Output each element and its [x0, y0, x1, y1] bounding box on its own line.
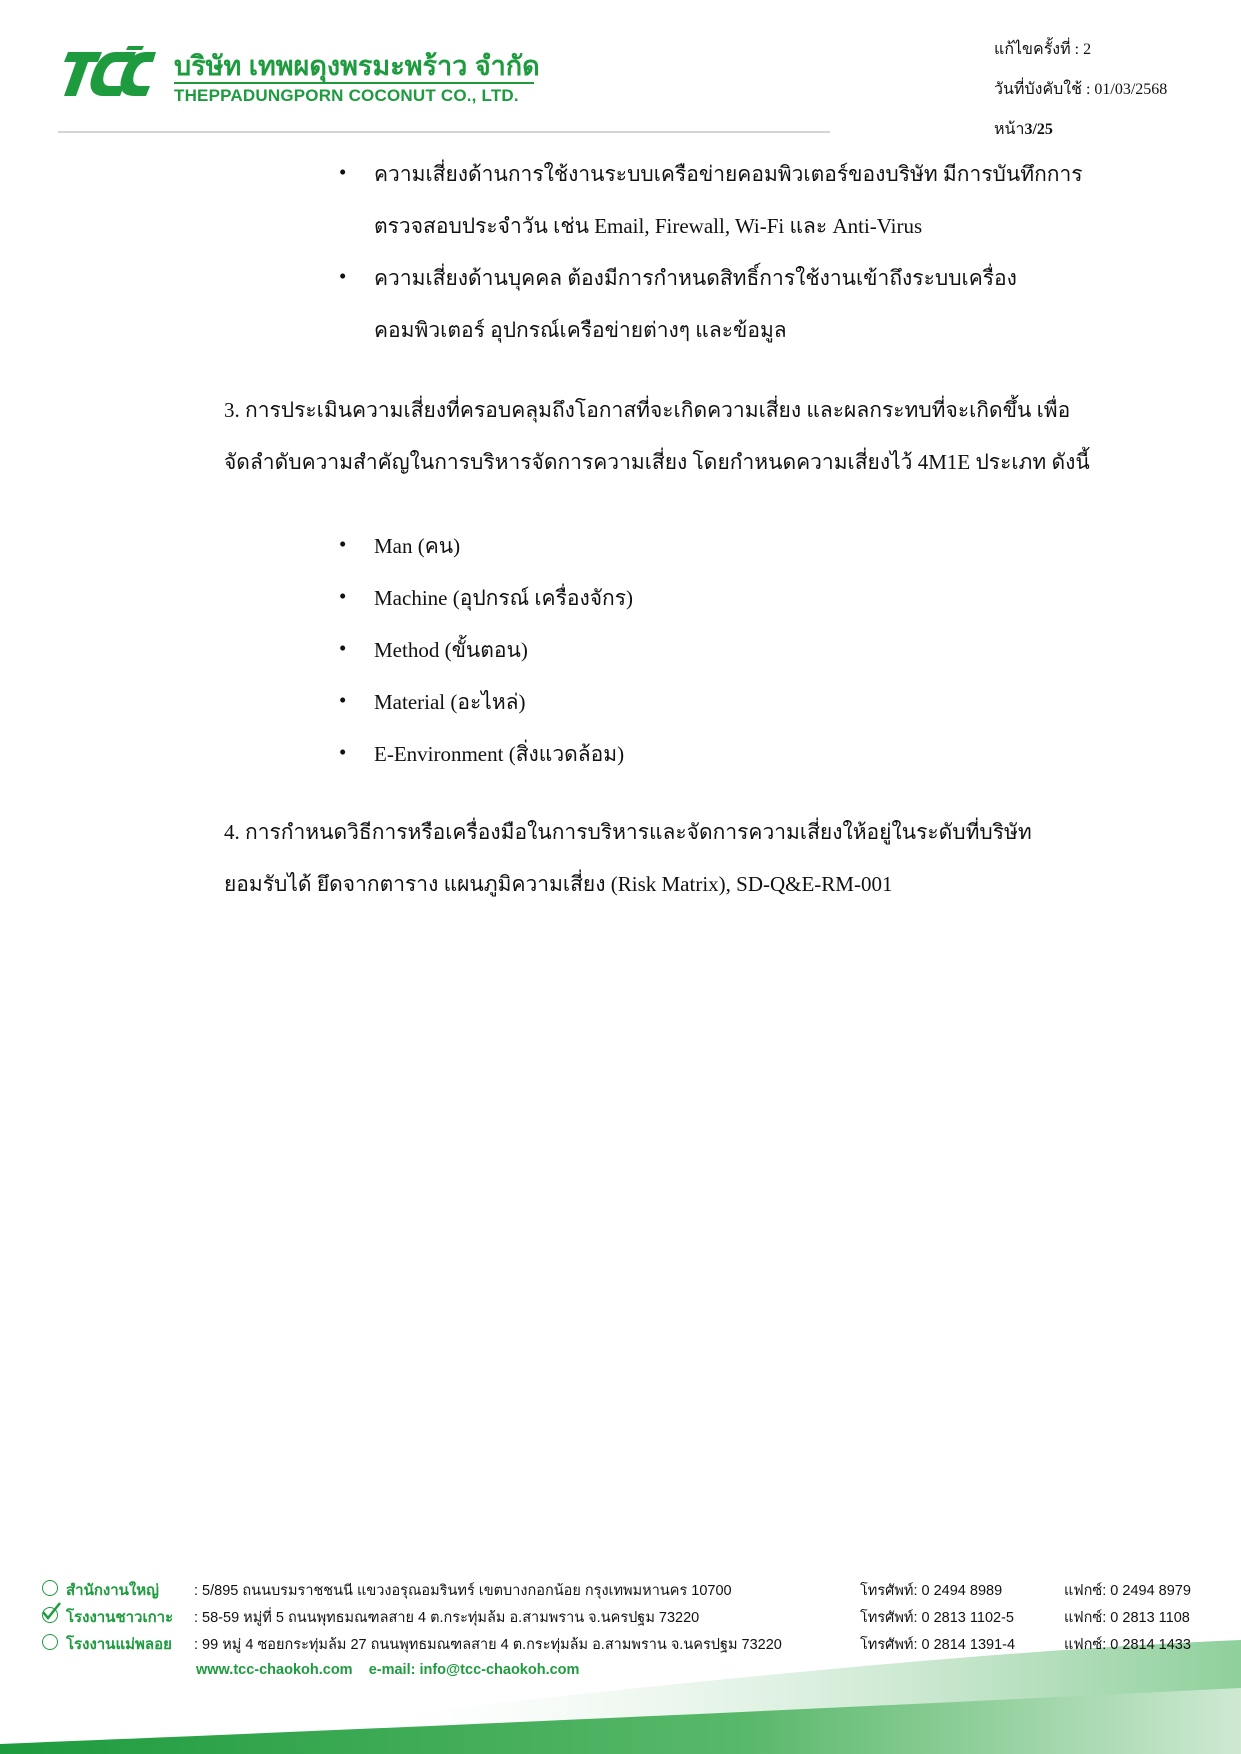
company-name-english: THEPPADUNGPORN COCONUT CO., LTD. [174, 86, 519, 105]
page-number: 3/25 [1024, 121, 1053, 138]
footer-location-label: สำนักงานใหญ่ [66, 1582, 159, 1599]
email-link[interactable]: e-mail: info@tcc-chaokoh.com [368, 1662, 580, 1678]
section-3-paragraph-continued: จัดลำดับความสำคัญในการบริหารจัดการความเสี่ยง โดยกำหนดความเสี่ยงไว้ 4M1E ประเภท ดังนี้ [224, 450, 1090, 474]
footer-location-phone: โทรศัพท์: 0 2814 1391-4 [860, 1637, 1016, 1653]
website-link[interactable]: www.tcc-chaokoh.com [196, 1662, 353, 1678]
bullet-text-continued: ตรวจสอบประจำวัน เช่น Email, Firewall, Wi-Fi และ Anti-Virus [374, 214, 923, 238]
footer-wave-decoration [0, 1640, 1241, 1754]
risk-type-item: Material (อะไหล่) [374, 690, 526, 714]
risk-type-item: Machine (อุปกรณ์ เครื่องจักร) [374, 586, 634, 610]
footer-location-fax: แฟกซ์: 0 2813 1108 [1064, 1610, 1190, 1626]
footer-location-address: : 58-59 หมู่ที่ 5 ถนนพุทธมณฑลสาย 4 ต.กระทุ่มล้ม อ.สามพราน จ.นครปฐม 73220 [194, 1610, 700, 1626]
company-name-divider [174, 82, 534, 84]
risk-type-item: Man (คน) [374, 534, 461, 558]
risk-type-item: E-Environment (สิ่งแวดล้อม) [374, 742, 625, 766]
section-4-paragraph: 4. การกำหนดวิธีการหรือเครื่องมือในการบริหารและจัดการความเสี่ยงให้อยู่ในระดับที่บริษัท [224, 820, 1032, 844]
bullet-icon: • [339, 740, 347, 764]
bullet-icon: • [339, 532, 347, 556]
footer-location-fax: แฟกซ์: 0 2814 1433 [1064, 1637, 1191, 1653]
revision-number: แก้ไขครั้งที่ : 2 [994, 41, 1092, 58]
bullet-text: ความเสี่ยงด้านบุคคล ต้องมีการกำหนดสิทธิ์การใช้งานเข้าถึงระบบเครื่อง [374, 266, 1017, 290]
effective-date: วันที่บังคับใช้ : 01/03/2568 [994, 81, 1168, 98]
footer-contact [196, 1662, 579, 1678]
footer-location-address: : 5/895 ถนนบรมราชชนนี แขวงอรุณอมรินทร์ เขตบางกอกน้อย กรุงเทพมหานคร 10700 [194, 1583, 732, 1599]
bullet-icon: • [339, 584, 347, 608]
document-control-info [994, 30, 1167, 150]
bullet-icon: • [339, 160, 347, 184]
check-icon [40, 1600, 62, 1622]
company-name-thai: บริษัท เทพผดุงพรมะพร้าว จำกัด [174, 51, 540, 81]
radio-circle-icon [42, 1634, 58, 1650]
bullet-icon: • [339, 636, 347, 660]
bullet-icon: • [339, 264, 347, 288]
page-indicator: หน้า3/25 [994, 121, 1053, 138]
header-divider [58, 131, 830, 133]
footer-location-phone: โทรศัพท์: 0 2813 1102-5 [860, 1610, 1014, 1626]
section-4-paragraph-continued: ยอมรับได้ ยึดจากตาราง แผนภูมิความเสี่ยง (Risk Matrix), SD-Q&E-RM-001 [224, 872, 893, 896]
footer-location-phone: โทรศัพท์: 0 2494 8989 [860, 1583, 1003, 1599]
bullet-text-continued: คอมพิวเตอร์ อุปกรณ์เครือข่ายต่างๆ และข้อมูล [374, 318, 787, 342]
section-3-paragraph: 3. การประเมินความเสี่ยงที่ครอบคลุมถึงโอกาสที่จะเกิดความเสี่ยง และผลกระทบที่จะเกิดขึ้น เพื่อ [224, 398, 1071, 422]
risk-type-item: Method (ขั้นตอน) [374, 638, 528, 662]
footer-location-address: : 99 หมู่ 4 ซอยกระทุ่มล้ม 27 ถนนพุทธมณฑลสาย 4 ต.กระทุ่มล้ม อ.สามพราน จ.นครปฐม 73220 [194, 1637, 782, 1653]
footer-location-fax: แฟกซ์: 0 2494 8979 [1064, 1583, 1191, 1599]
footer-location-label: โรงงานชาวเกาะ [66, 1609, 174, 1626]
footer-location-label: โรงงานแม่พลอย [66, 1636, 172, 1653]
radio-circle-icon [42, 1580, 58, 1596]
bullet-text: ความเสี่ยงด้านการใช้งานระบบเครือข่ายคอมพิวเตอร์ของบริษัท มีการบันทึกการ [374, 162, 1083, 186]
tcc-logo [58, 44, 158, 104]
bullet-icon: • [339, 688, 347, 712]
